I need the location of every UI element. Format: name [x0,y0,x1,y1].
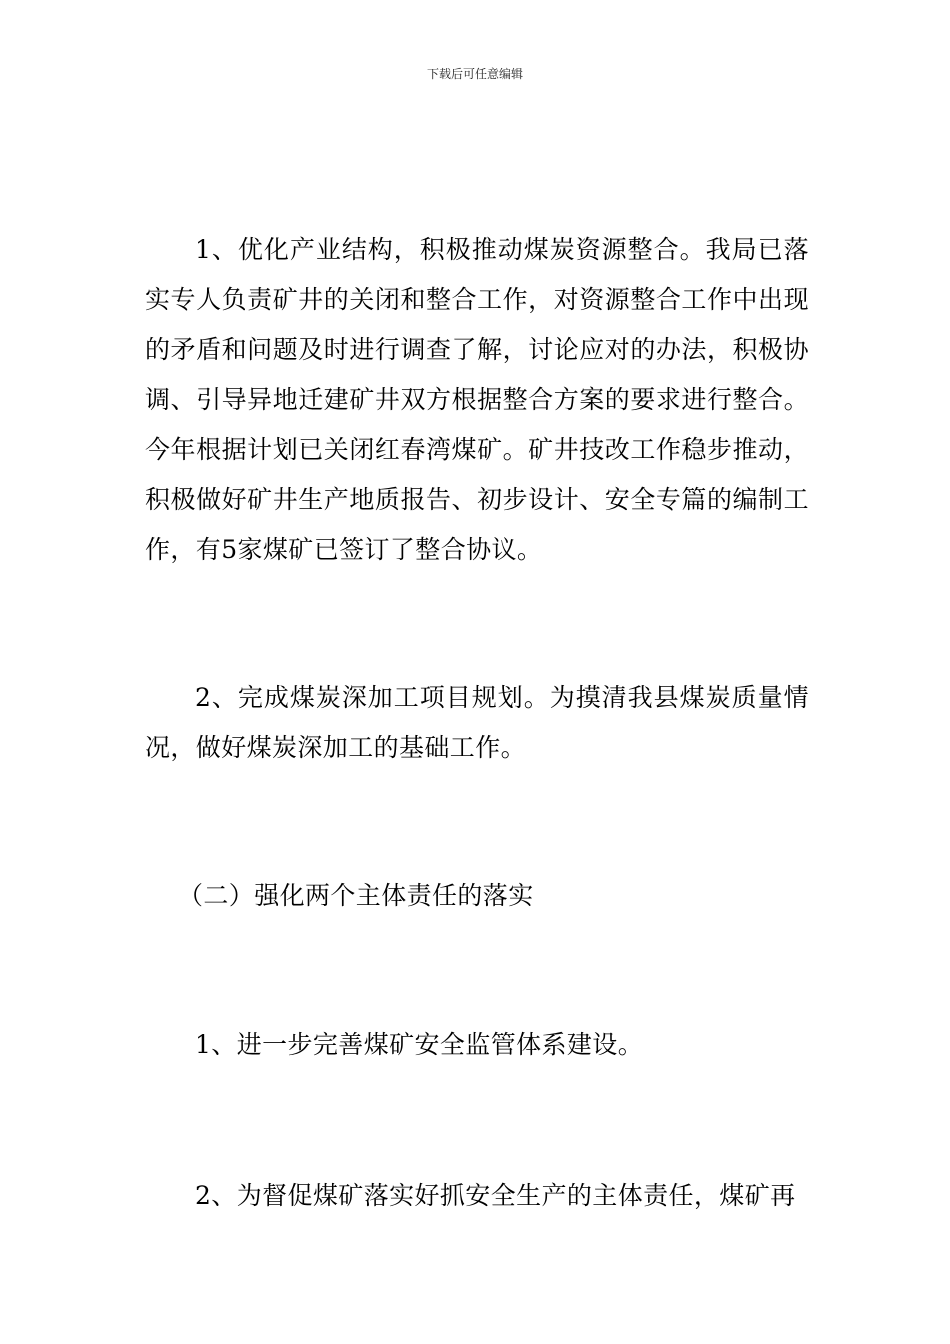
page-header: 下载后可任意编辑 [426,67,523,81]
paragraph-deep-processing: 2、完成煤炭深加工项目规划。为摸清我县煤炭质量情况，做好煤炭深加工的基础工作。 [145,683,809,762]
section-heading: （二）强化两个主体责任的落实 [178,881,534,910]
paragraph-main-responsibility: 2、为督促煤矿落实好抓安全生产的主体责任，煤矿再 [195,1181,796,1210]
paragraph-supervision-system: 1、进一步完善煤矿安全监管体系建设。 [195,1030,644,1059]
paragraph-resource-integration: 1、优化产业结构，积极推动煤炭资源整合。我局已落实专人负责矿井的关闭和整合工作，对资源整合工作中出现的矛盾和问题及时进行调查了解，讨论应对的办法，积极协调、引导异地迁建矿井双方根据整合方案的要求进行整合。今年根据计划已关闭红春湾煤矿。矿井技改工作稳步推动，积极做好矿井生产地质报告、初步设计、安全专篇的编制工作，有5家煤矿已签订了整合协议。 [145,235,809,564]
